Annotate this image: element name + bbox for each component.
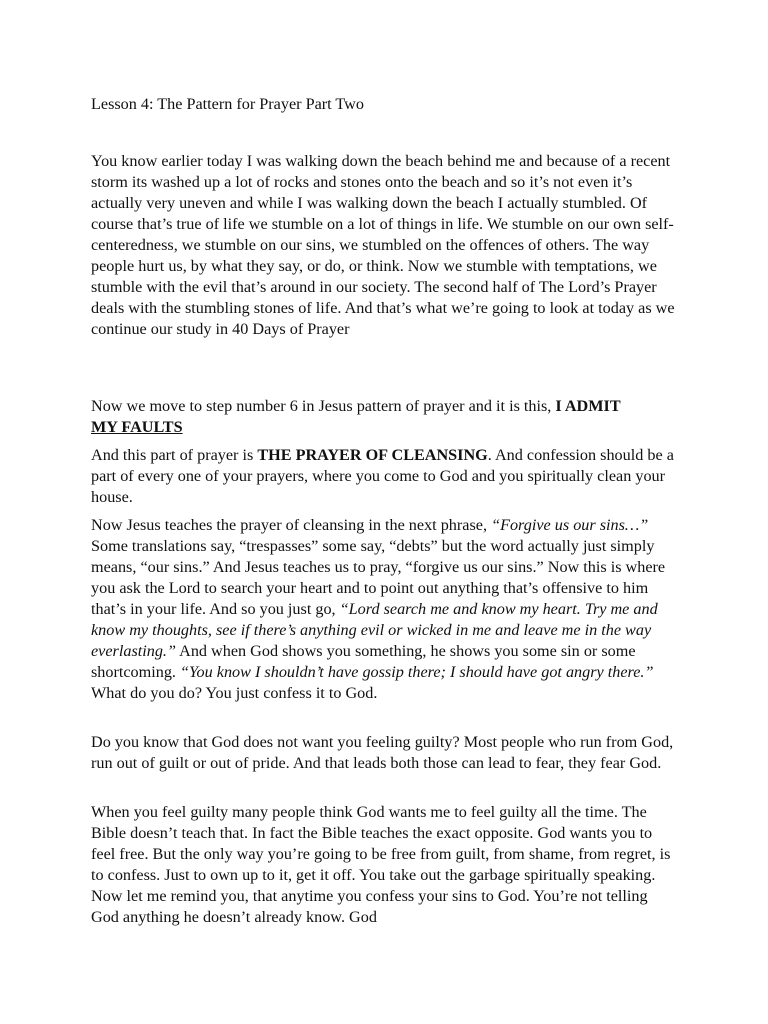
paragraph-cleansing bbox=[91, 445, 679, 508]
forgive-text-1: Now Jesus teaches the prayer of cleansing in the next phrase, bbox=[91, 516, 492, 534]
forgive-quote-3: “You know I shouldn’t have gossip there; I should have got angry there.” bbox=[180, 663, 654, 681]
paragraph-step-six bbox=[91, 396, 679, 438]
cleansing-rest: . And confession should be a part of every one of your prayers, where you come to God and you spiritually clean your house. bbox=[91, 446, 674, 506]
paragraph-free-text: When you feel guilty many people think God wants me to feel guilty all the time. The Bible doesn’t teach that. In fact the Bible teaches the exact opposite. God wants you to feel free. But the only way you’re going to be free from guilt, from shame, from regret, is to confess. Just to own up to it, get it off. You take out the garbage spiritually speaking. Now let me remind you, that anytime you confess your sins to God. You’re not telling God anything he doesn’t already know. God bbox=[91, 803, 671, 926]
step-six-heading-a: I ADMIT bbox=[555, 397, 621, 415]
forgive-text-4: What do you do? You just confess it to God. bbox=[91, 684, 378, 702]
cleansing-lead: And this part of prayer is bbox=[91, 446, 258, 464]
paragraph-guilt bbox=[91, 732, 679, 774]
forgive-quote-1: “Forgive us our sins…” bbox=[491, 516, 649, 534]
step-six-lead: Now we move to step number 6 in Jesus pattern of prayer and it is this, bbox=[91, 397, 556, 415]
paragraph-forgive bbox=[91, 515, 679, 704]
paragraph-intro-text: You know earlier today I was walking down the beach behind me and because of a recent storm its washed up a lot of rocks and stones onto the beach and so it’s not even it’s actually very uneven and while I was walking down the beach I actually stumbled. Of course that’s true of life we stumble on a lot of things in life. We stumble on our own self-centeredness, we stumble on our sins, we stumbled on the offences of others. The way people hurt us, by what they say, or do, or think. Now we stumble with temptations, we stumble with the evil that’s around in our society. The second half of The Lord’s Prayer deals with the stumbling stones of life. And that’s what we’re going to look at today as we continue our study in 40 Days of Prayer bbox=[91, 152, 675, 338]
forgive-text-3: And when God shows you something, he shows you some sin or some shortcoming. bbox=[91, 642, 636, 681]
forgive-text-2: Some translations say, “trespasses” some say, “debts” but the word actually just simply means, “our sins.” And Jesus teaches us to pray, “forgive us our sins.” Now this is where you ask the Lord to search your heart and to point out anything that’s offensive to him that’s in your life. And so you just go, bbox=[91, 537, 666, 618]
step-six-heading-b: MY FAULTS bbox=[91, 418, 183, 436]
forgive-quote-2: “Lord search me and know my heart. Try me and know my thoughts, see if there’s anything evil or wicked in me and leave me in the way everlasting.” bbox=[91, 600, 658, 660]
paragraph-intro bbox=[91, 151, 679, 340]
document-title: Lesson 4: The Pattern for Prayer Part Two bbox=[91, 95, 364, 113]
cleansing-heading: THE PRAYER OF CLEANSING bbox=[257, 446, 488, 464]
paragraph-guilt-text: Do you know that God does not want you feeling guilty? Most people who run from God, run out of guilt or out of pride. And that leads both those can lead to fear, they fear God. bbox=[91, 733, 674, 772]
paragraph-free bbox=[91, 802, 679, 928]
